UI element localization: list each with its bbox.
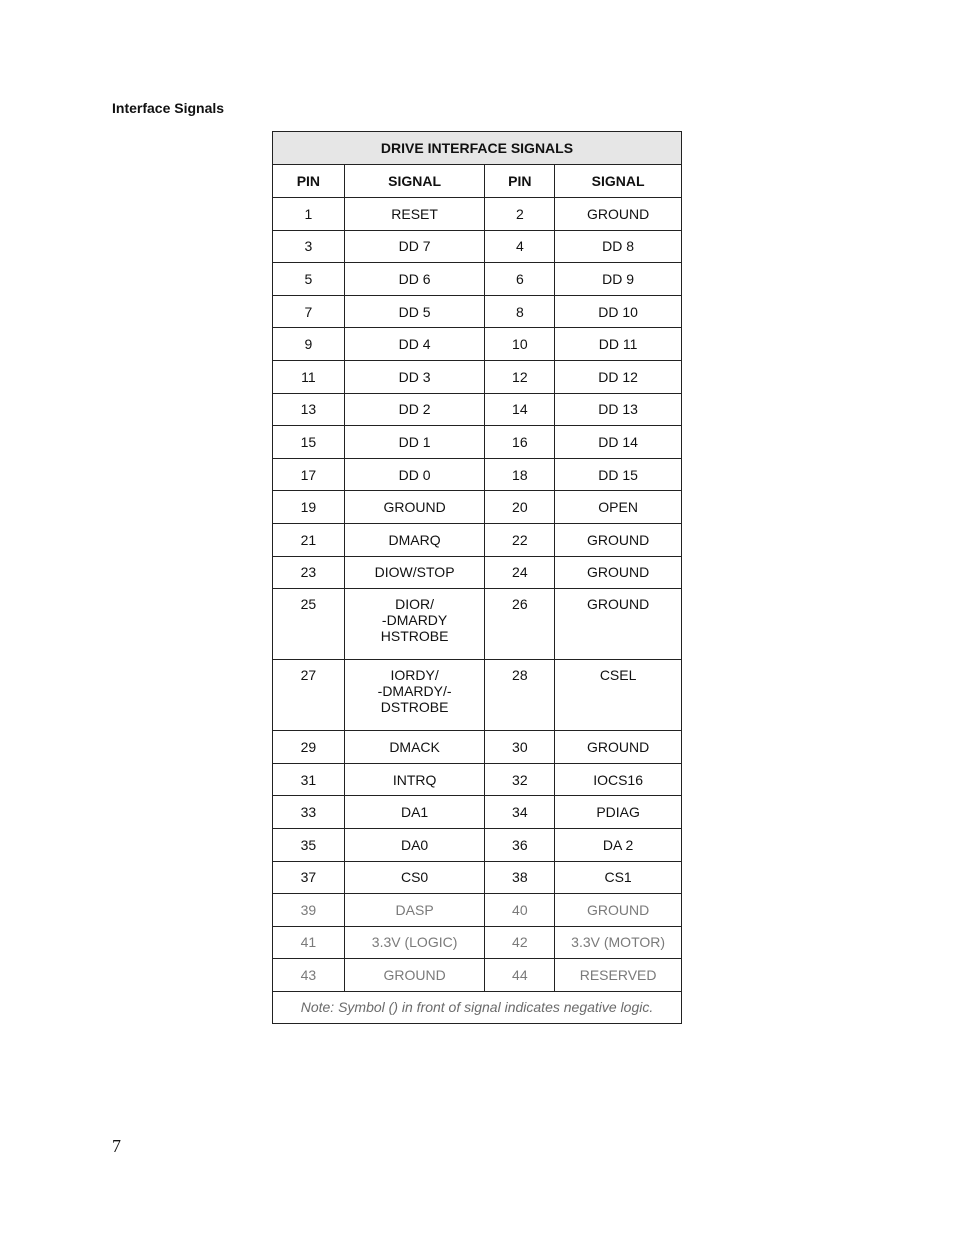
signal-cell: GROUND: [555, 589, 682, 660]
pin-cell: 40: [485, 894, 555, 927]
table-row: [273, 263, 682, 296]
pin-cell: 20: [485, 491, 555, 524]
table-caption: DRIVE INTERFACE SIGNALS: [273, 132, 682, 165]
signal-line: HSTROBE: [380, 628, 449, 645]
signal-cell: RESERVED: [555, 959, 682, 992]
signal-line: DSTROBE: [380, 699, 449, 716]
signal-cell: DA0: [344, 828, 485, 861]
signal-cell: DD 10: [555, 295, 682, 328]
pin-cell: 30: [485, 731, 555, 764]
table-row: [273, 458, 682, 491]
pin-cell: 13: [273, 393, 345, 426]
signal-cell: DD 2: [344, 393, 485, 426]
pin-cell: 26: [485, 589, 555, 660]
pin-cell: 11: [273, 360, 345, 393]
pin-cell: 37: [273, 861, 345, 894]
column-header-signal: SIGNAL: [344, 165, 485, 198]
pin-cell: 31: [273, 763, 345, 796]
table-row: [273, 861, 682, 894]
signal-cell: DD 11: [555, 328, 682, 361]
signal-cell: DIOW/STOP: [344, 556, 485, 589]
table-row: [273, 426, 682, 459]
signal-cell: GROUND: [555, 198, 682, 231]
table-row: [273, 295, 682, 328]
signal-cell: 3.3V (MOTOR): [555, 926, 682, 959]
pin-cell: 2: [485, 198, 555, 231]
signal-cell: PDIAG: [555, 796, 682, 829]
table-row: [273, 796, 682, 829]
signal-cell: DD 3: [344, 360, 485, 393]
signal-cell: DD 15: [555, 458, 682, 491]
pin-cell: 18: [485, 458, 555, 491]
signal-cell: OPEN: [555, 491, 682, 524]
signal-cell: INTRQ: [344, 763, 485, 796]
table-row: [273, 360, 682, 393]
table-row: [273, 491, 682, 524]
pin-cell: 36: [485, 828, 555, 861]
pin-cell: 6: [485, 263, 555, 296]
signal-cell: DD 4: [344, 328, 485, 361]
pin-cell: 14: [485, 393, 555, 426]
table-row: [273, 589, 682, 660]
pin-cell: 9: [273, 328, 345, 361]
pin-cell: 7: [273, 295, 345, 328]
drive-interface-signals-table: [272, 131, 682, 1024]
signal-cell: [344, 660, 485, 731]
signal-cell: CSEL: [555, 660, 682, 731]
pin-cell: 4: [485, 230, 555, 263]
signal-cell: DD 5: [344, 295, 485, 328]
signal-cell: GROUND: [555, 894, 682, 927]
signal-cell: DASP: [344, 894, 485, 927]
table-row: [273, 763, 682, 796]
pin-cell: 15: [273, 426, 345, 459]
pin-cell: 43: [273, 959, 345, 992]
signal-cell: DD 7: [344, 230, 485, 263]
signal-cell: IOCS16: [555, 763, 682, 796]
pin-cell: 5: [273, 263, 345, 296]
signal-cell: DD 13: [555, 393, 682, 426]
signal-cell: CS0: [344, 861, 485, 894]
signal-cell: CS1: [555, 861, 682, 894]
table-row: [273, 926, 682, 959]
signal-cell: DD 6: [344, 263, 485, 296]
pin-cell: 19: [273, 491, 345, 524]
pin-cell: 27: [273, 660, 345, 731]
pin-cell: 33: [273, 796, 345, 829]
signal-cell: DD 8: [555, 230, 682, 263]
signal-cell: GROUND: [344, 491, 485, 524]
pin-cell: 32: [485, 763, 555, 796]
pin-cell: 17: [273, 458, 345, 491]
section-heading: Interface Signals: [112, 100, 225, 116]
signal-cell: DA 2: [555, 828, 682, 861]
signal-cell: GROUND: [555, 556, 682, 589]
table-row: [273, 828, 682, 861]
pin-cell: 16: [485, 426, 555, 459]
column-header-pin: PIN: [485, 165, 555, 198]
pin-cell: 25: [273, 589, 345, 660]
pin-cell: 42: [485, 926, 555, 959]
signal-cell: 3.3V (LOGIC): [344, 926, 485, 959]
signal-cell: DD 12: [555, 360, 682, 393]
signal-cell: DA1: [344, 796, 485, 829]
signal-cell: DD 14: [555, 426, 682, 459]
column-header-signal: SIGNAL: [555, 165, 682, 198]
pin-cell: 29: [273, 731, 345, 764]
column-header-pin: PIN: [273, 165, 345, 198]
pin-cell: 34: [485, 796, 555, 829]
signal-line: IORDY/: [390, 667, 439, 684]
pin-cell: 38: [485, 861, 555, 894]
pin-cell: 24: [485, 556, 555, 589]
table-header-row: [273, 165, 682, 198]
table-row: [273, 959, 682, 992]
table-row: [273, 731, 682, 764]
signal-cell: RESET: [344, 198, 485, 231]
table-row: [273, 523, 682, 556]
signal-cell: DMARQ: [344, 523, 485, 556]
table-row: [273, 393, 682, 426]
pin-cell: 10: [485, 328, 555, 361]
pin-cell: 21: [273, 523, 345, 556]
pin-cell: 3: [273, 230, 345, 263]
pin-cell: 23: [273, 556, 345, 589]
signal-cell: DMACK: [344, 731, 485, 764]
pin-cell: 28: [485, 660, 555, 731]
table-row: [273, 230, 682, 263]
table-row: [273, 894, 682, 927]
table-caption-row: [273, 132, 682, 165]
pin-cell: 12: [485, 360, 555, 393]
signal-cell: DD 1: [344, 426, 485, 459]
pin-cell: 1: [273, 198, 345, 231]
signal-cell: DD 0: [344, 458, 485, 491]
table-note: Note: Symbol () in front of signal indicates negative logic.: [273, 991, 682, 1023]
pin-cell: 35: [273, 828, 345, 861]
signal-cell: [344, 589, 485, 660]
page-number: 7: [112, 1136, 121, 1156]
table-row: [273, 328, 682, 361]
pin-cell: 44: [485, 959, 555, 992]
table-body: [273, 198, 682, 992]
signal-cell: DD 9: [555, 263, 682, 296]
signal-cell: GROUND: [555, 731, 682, 764]
pin-cell: 39: [273, 894, 345, 927]
pin-cell: 22: [485, 523, 555, 556]
signal-line: DIOR/: [395, 596, 435, 613]
table-row: [273, 198, 682, 231]
signal-line: -DMARDY: [381, 612, 448, 629]
signal-cell: GROUND: [344, 959, 485, 992]
signal-line: -DMARDY/-: [377, 683, 452, 700]
pin-cell: 8: [485, 295, 555, 328]
table-note-row: [273, 991, 682, 1023]
table-row: [273, 660, 682, 731]
pin-cell: 41: [273, 926, 345, 959]
signal-cell: GROUND: [555, 523, 682, 556]
table-row: [273, 556, 682, 589]
